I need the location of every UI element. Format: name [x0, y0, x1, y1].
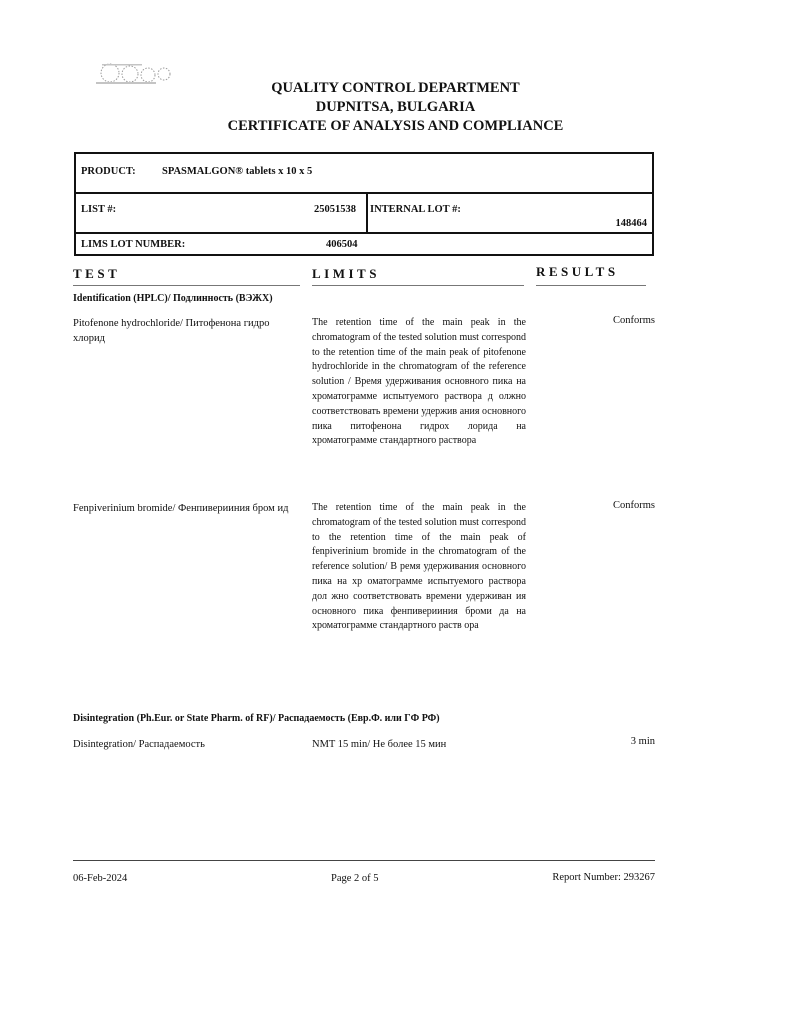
internal-lot-value: 148464 — [615, 218, 647, 229]
test-limits: The retention time of the main peak in the chromatogram of the tested solution must correspond to the retention time of the main peak of fenpiverinium bromide in the chromatogram of the reference solution/ В ремя удерживания основного пика на хр оматограмме испытуемого раствора дол жно соответствовать времени удерживан ия основного пика фенпиверииния броми да на хроматограмме стандартного раств ора — [312, 502, 526, 632]
results-column-header: RESULTS — [536, 264, 619, 279]
document-title: CERTIFICATE OF ANALYSIS AND COMPLIANCE — [227, 118, 564, 134]
lims-value: 406504 — [326, 239, 358, 250]
test-name: Disintegration/ Распадаемость — [73, 739, 205, 750]
list-lot-box — [74, 192, 654, 234]
test-result: 3 min — [630, 736, 655, 747]
report-number: Report Number: 293267 — [552, 872, 655, 883]
product-value: SPASMALGON® tablets x 10 x 5 — [162, 166, 313, 177]
limits-header-rule — [312, 285, 524, 286]
page-number: Page 2 of 5 — [331, 873, 379, 884]
section-title: Disintegration (Ph.Eur. or State Pharm. of RF)/ Распадаемость (Евр.Ф. или ГФ РФ) — [73, 713, 440, 724]
lims-box — [74, 232, 654, 256]
test-result: Conforms — [613, 500, 655, 511]
test-result: Conforms — [613, 315, 655, 326]
footer-rule — [73, 860, 655, 861]
test-name: Fenpiverinium bromide/ Фенпиверииния бром ид — [73, 503, 289, 514]
limits-column-header: LIMITS — [312, 266, 380, 281]
list-value: 25051538 — [314, 204, 356, 215]
test-limits: The retention time of the main peak in the chromatogram of the tested solution must correspond to the retention time of the main peak of pitofenone hydrochloride in the chromatogram of the reference solution / Время удерживания основного пика на хроматограмме испытуемого раствора д олжно соответствовать времени удержив ания основного пика питофенона гидрох лорида на хроматограмме стандартного раствора — [312, 317, 526, 447]
test-limits: NMT 15 min/ Не более 15 мин — [312, 739, 447, 750]
product-box — [74, 152, 654, 194]
section-title: Identification (HPLC)/ Подлинность (ВЭЖХ) — [73, 293, 273, 304]
internal-lot-label: INTERNAL LOT #: — [370, 204, 461, 215]
test-header-rule — [73, 285, 300, 286]
location-title: DUPNITSA, BULGARIA — [315, 99, 476, 115]
test-column-header: TEST — [73, 266, 121, 281]
list-label: LIST #: — [81, 204, 117, 215]
report-date: 06-Feb-2024 — [73, 873, 128, 884]
department-title: QUALITY CONTROL DEPARTMENT — [271, 80, 520, 96]
results-header-rule — [536, 285, 646, 286]
cell-divider — [366, 194, 368, 232]
product-label: PRODUCT: — [81, 166, 136, 177]
test-name: Pitofenone hydrochloride/ Питофенона гидро хлорид — [73, 318, 270, 344]
lims-label: LIMS LOT NUMBER: — [81, 239, 186, 250]
